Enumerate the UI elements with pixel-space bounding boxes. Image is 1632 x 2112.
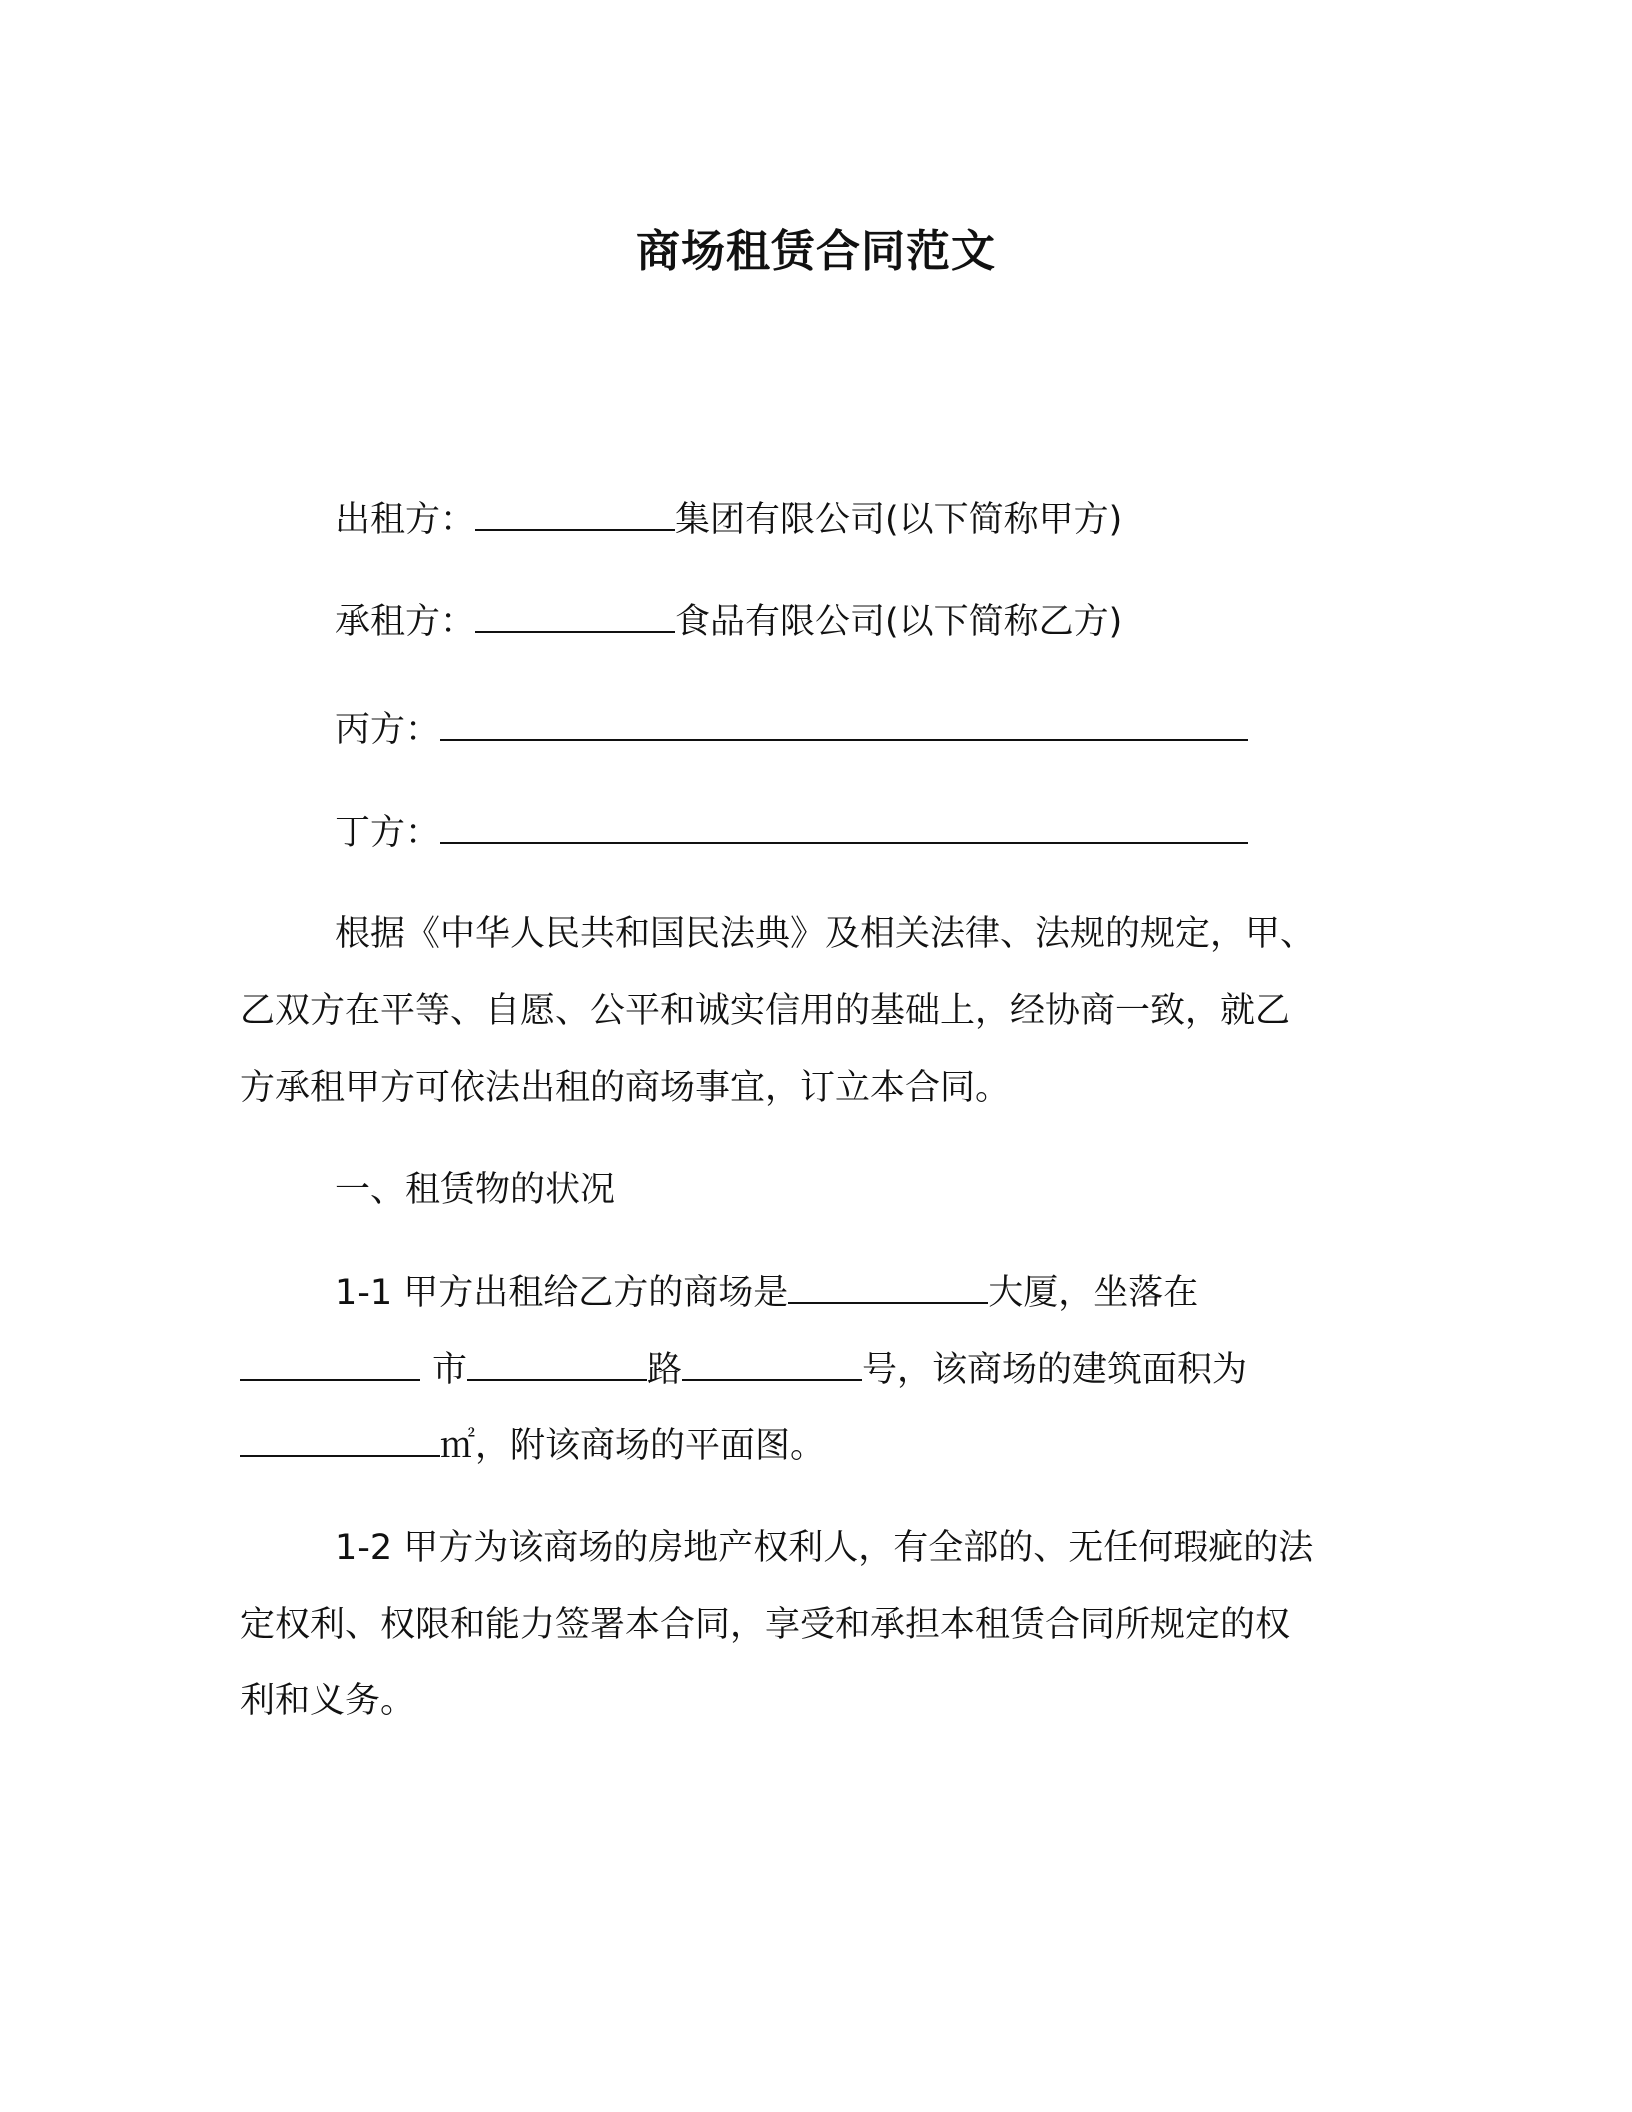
party-c-line	[335, 705, 1360, 755]
clause-1-1-building-suffix: 大厦，坐落在	[988, 1273, 1199, 1313]
page-title: 商场租赁合同范文	[636, 226, 996, 277]
preamble-line-3: 方承租甲方可依法出租的商场事宜，订立本合同。	[240, 1068, 1011, 1108]
lessee-suffix: 食品有限公司(以下简称乙方)	[675, 602, 1123, 642]
road-blank	[467, 1349, 647, 1381]
party-c-blank	[440, 709, 1248, 741]
clause-1-1-area-suffix: ㎡，附该商场的平面图。	[440, 1426, 826, 1466]
section-heading: 一、租赁物的状况	[335, 1170, 616, 1210]
city-label: 市	[432, 1350, 468, 1390]
preamble-line-2: 乙双方在平等、自愿、公平和诚实信用的基础上，经协商一致，就乙	[240, 991, 1291, 1031]
clause-1-1-prefix: 1-1 甲方出租给乙方的商场是	[335, 1273, 789, 1313]
lessee-name-blank	[475, 601, 675, 633]
clause-1-2-line-1: 1-2 甲方为该商场的房地产权利人，有全部的、无任何瑕疵的法	[335, 1528, 1314, 1568]
lessor-line	[335, 495, 1360, 545]
lessor-name-blank	[475, 499, 675, 531]
lessee-label: 承租方：	[335, 602, 476, 642]
clause-1-2-line-3: 利和义务。	[240, 1681, 416, 1721]
clause-1-1-area-intro: 号，该商场的建筑面积为	[862, 1350, 1248, 1390]
area-blank	[240, 1425, 440, 1457]
road-label: 路	[647, 1350, 683, 1390]
clause-1-2-line-2: 定权利、权限和能力签署本合同，享受和承担本租赁合同所规定的权	[240, 1605, 1291, 1645]
party-d-line	[335, 808, 1360, 858]
party-d-blank	[440, 812, 1248, 844]
party-c-label: 丙方：	[335, 710, 441, 750]
clause-1-1-line-3	[240, 1421, 1360, 1471]
number-blank	[682, 1349, 862, 1381]
building-name-blank	[788, 1272, 988, 1304]
lessor-suffix: 集团有限公司(以下简称甲方)	[675, 500, 1123, 540]
city-blank	[240, 1349, 420, 1381]
party-d-label: 丁方：	[335, 813, 441, 853]
clause-1-1-line-1	[335, 1268, 1360, 1318]
lessor-label: 出租方：	[335, 500, 476, 540]
preamble-line-1: 根据《中华人民共和国民法典》及相关法律、法规的规定，甲、	[335, 914, 1316, 954]
clause-1-1-line-2	[240, 1345, 1360, 1395]
lessee-line	[335, 597, 1360, 647]
